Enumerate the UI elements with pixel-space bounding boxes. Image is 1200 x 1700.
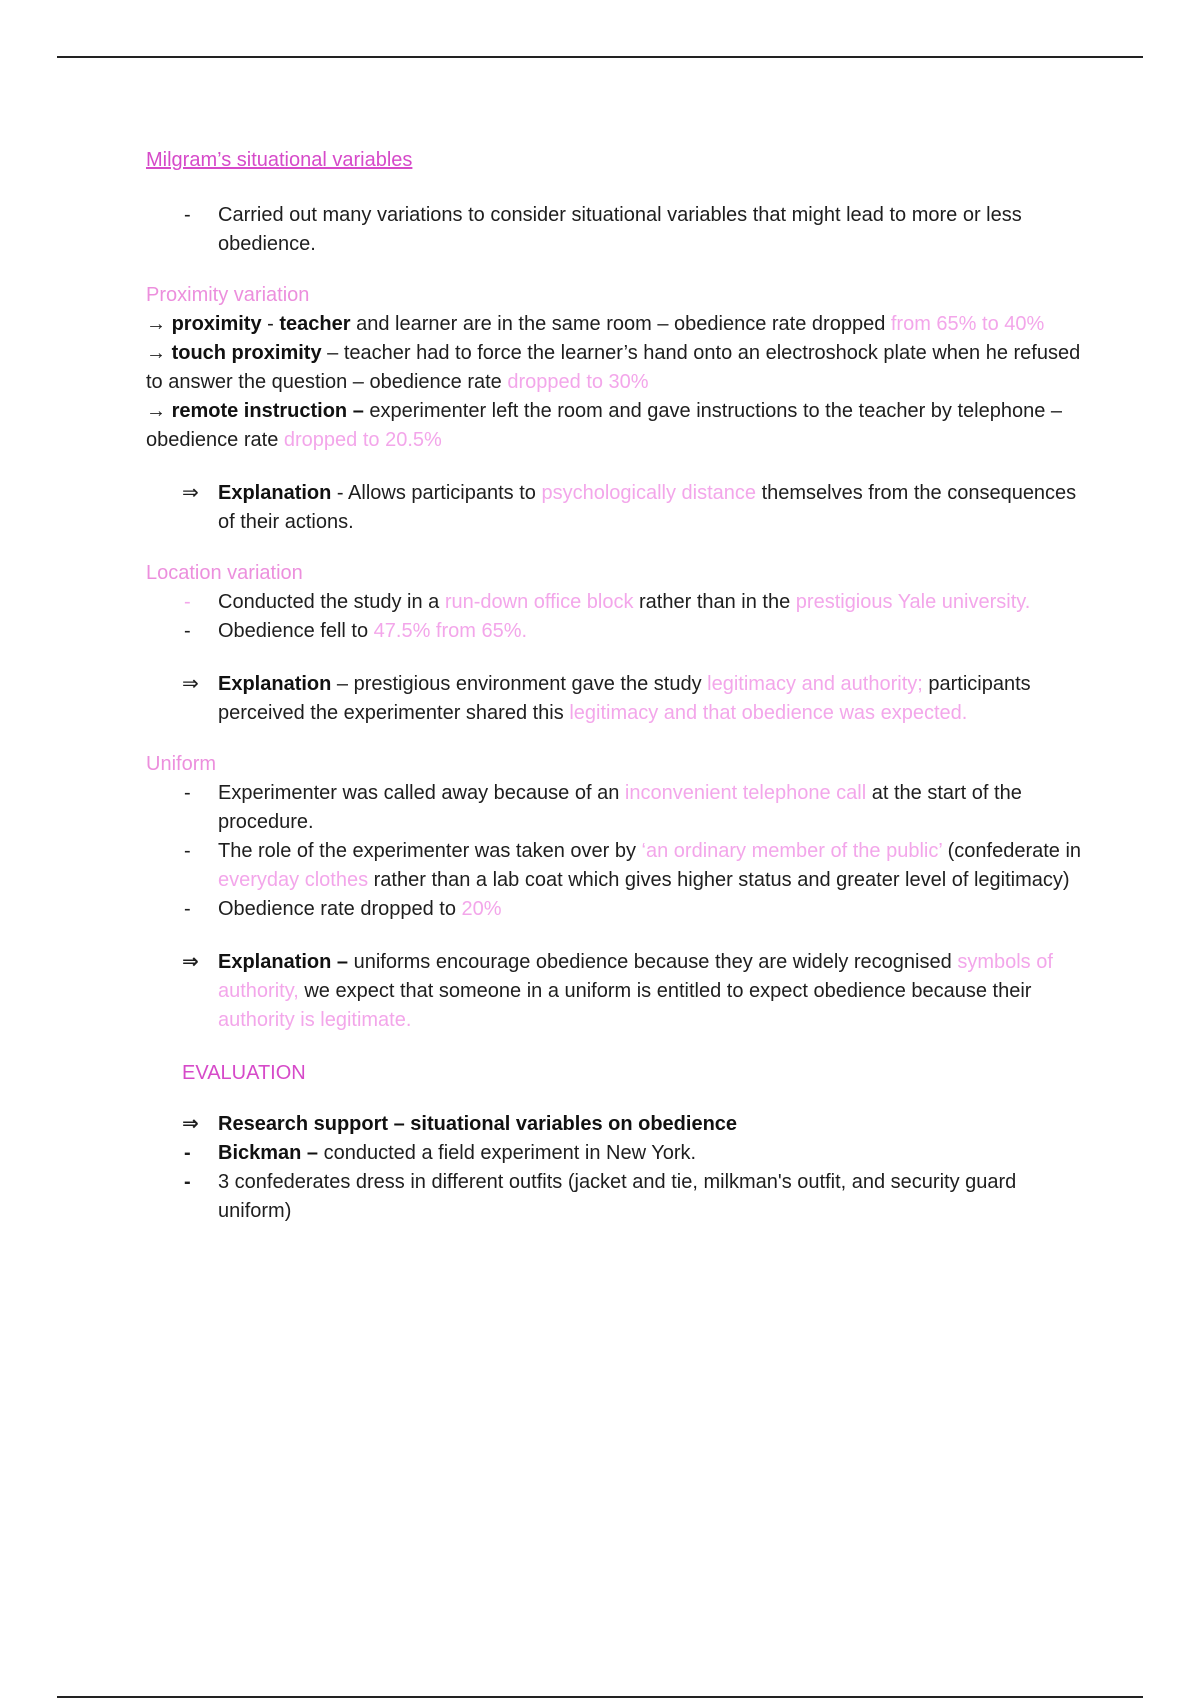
location-fall-highlight: 47.5% from 65%. [373,620,528,642]
explanation-highlight-1: symbols of authority, [218,951,1053,1002]
location-fall-text: Obedience fell to [218,620,374,642]
remote-instruction-label: remote instruction – [171,400,364,422]
proximity-explanation [146,479,1086,537]
bottom-rule [57,1696,1143,1698]
location-heading: Location variation [146,562,303,584]
location-bullet-2 [146,617,1086,646]
dash-marker: - [184,782,191,804]
uniform-role-text-mid: (confederate in [942,840,1082,862]
top-rule [57,56,1143,58]
separator: - [261,313,280,335]
implies-icon: ⇒ [182,673,199,695]
location-bullet-1 [146,588,1086,617]
explanation-text: uniforms encourage obedience because they are widely recognised [348,951,958,973]
dash-marker: - [184,898,191,920]
explanation-text: - Allows participants to [331,482,542,504]
uniform-role-highlight-2: everyday clothes [218,869,369,891]
touch-proximity-text: – teacher had to force the learner’s hand onto an electroshock plate when he refused to answer the question – obedience rate [146,342,1081,393]
explanation-label: Explanation [218,482,332,504]
location-highlight-1: run-down office block [444,591,634,613]
document-body [146,146,1086,1226]
remote-instruction-line [146,397,1086,455]
uniform-bullet-1 [146,779,1086,837]
explanation-text-mid: participants perceived the experimenter shared this [218,673,1031,724]
confederates-text: 3 confederates dress in different outfits (jacket and tie, milkman's outfit, and security guard uniform) [218,1171,1017,1222]
arrow-icon: → [146,400,166,422]
bickman-bullet [146,1139,1086,1168]
uniform-text: Experimenter was called away because of an [218,782,625,804]
arrow-icon: → [146,342,166,364]
explanation-highlight: psychologically distance [541,482,757,504]
uniform-rate-highlight: 20% [461,898,502,920]
uniform-highlight: inconvenient telephone call [624,782,867,804]
dash-marker: - [184,204,191,226]
implies-icon: ⇒ [182,1113,199,1135]
proximity-label: proximity [171,313,262,335]
uniform-rate-text: Obedience rate dropped to [218,898,462,920]
bickman-label: Bickman – [218,1142,319,1164]
proximity-highlight: from 65% to 40% [890,313,1045,335]
dash-marker: - [184,1171,191,1193]
confederates-bullet [146,1168,1086,1226]
uniform-role-highlight-1: ‘an ordinary member of the public’ [641,840,943,862]
arrow-icon: → [146,313,166,335]
evaluation-heading: EVALUATION [182,1062,306,1084]
uniform-text-end: at the start of the procedure. [218,782,1022,833]
proximity-text: and learner are in the same room – obedience rate dropped [350,313,891,335]
uniform-bullet-2 [146,837,1086,895]
location-text-mid: rather than in the [633,591,796,613]
dash-marker: - [184,840,191,862]
remote-instruction-text: experimenter left the room and gave instructions to the teacher by telephone – obedience rate [146,400,1063,451]
remote-instruction-highlight: dropped to 20.5% [283,429,442,451]
explanation-highlight-2: legitimacy and that obedience was expected. [569,702,968,724]
explanation-text: – prestigious environment gave the study [331,673,708,695]
location-highlight-2: prestigious Yale university. [795,591,1031,613]
touch-proximity-line [146,339,1086,397]
explanation-highlight-1: legitimacy and authority; [707,673,923,695]
research-support [146,1110,1086,1139]
proximity-line [146,310,1086,339]
touch-proximity-label: touch proximity [171,342,322,364]
touch-proximity-highlight: dropped to 30% [507,371,649,393]
explanation-text-end: themselves from the consequences of their actions. [218,482,1077,533]
location-text: Conducted the study in a [218,591,445,613]
uniform-role-text: The role of the experimenter was taken over by [218,840,642,862]
dash-marker: - [184,620,191,642]
explanation-highlight-2: authority is legitimate. [218,1009,412,1031]
research-support-text: Research support – situational variables on obedience [218,1113,738,1135]
uniform-role-text-end: rather than a lab coat which gives higher status and greater level of legitimacy) [368,869,1070,891]
location-explanation [146,670,1086,728]
teacher-label: teacher [279,313,351,335]
dash-marker: - [184,1142,191,1164]
intro-text: Carried out many variations to consider situational variables that might lead to more or less obedience. [218,204,1022,255]
dash-marker: - [184,591,191,613]
bickman-text: conducted a field experiment in New York. [318,1142,697,1164]
explanation-label: Explanation – [218,951,349,973]
explanation-label: Explanation [218,673,332,695]
implies-icon: ⇒ [182,951,199,973]
page-title: Milgram’s situational variables [146,149,413,171]
explanation-text-mid: we expect that someone in a uniform is entitled to expect obedience because their [298,980,1032,1002]
uniform-bullet-3 [146,895,1086,924]
implies-icon: ⇒ [182,482,199,504]
intro-bullet [146,201,1086,259]
proximity-heading: Proximity variation [146,284,310,306]
uniform-heading: Uniform [146,753,217,775]
uniform-explanation [146,948,1086,1035]
